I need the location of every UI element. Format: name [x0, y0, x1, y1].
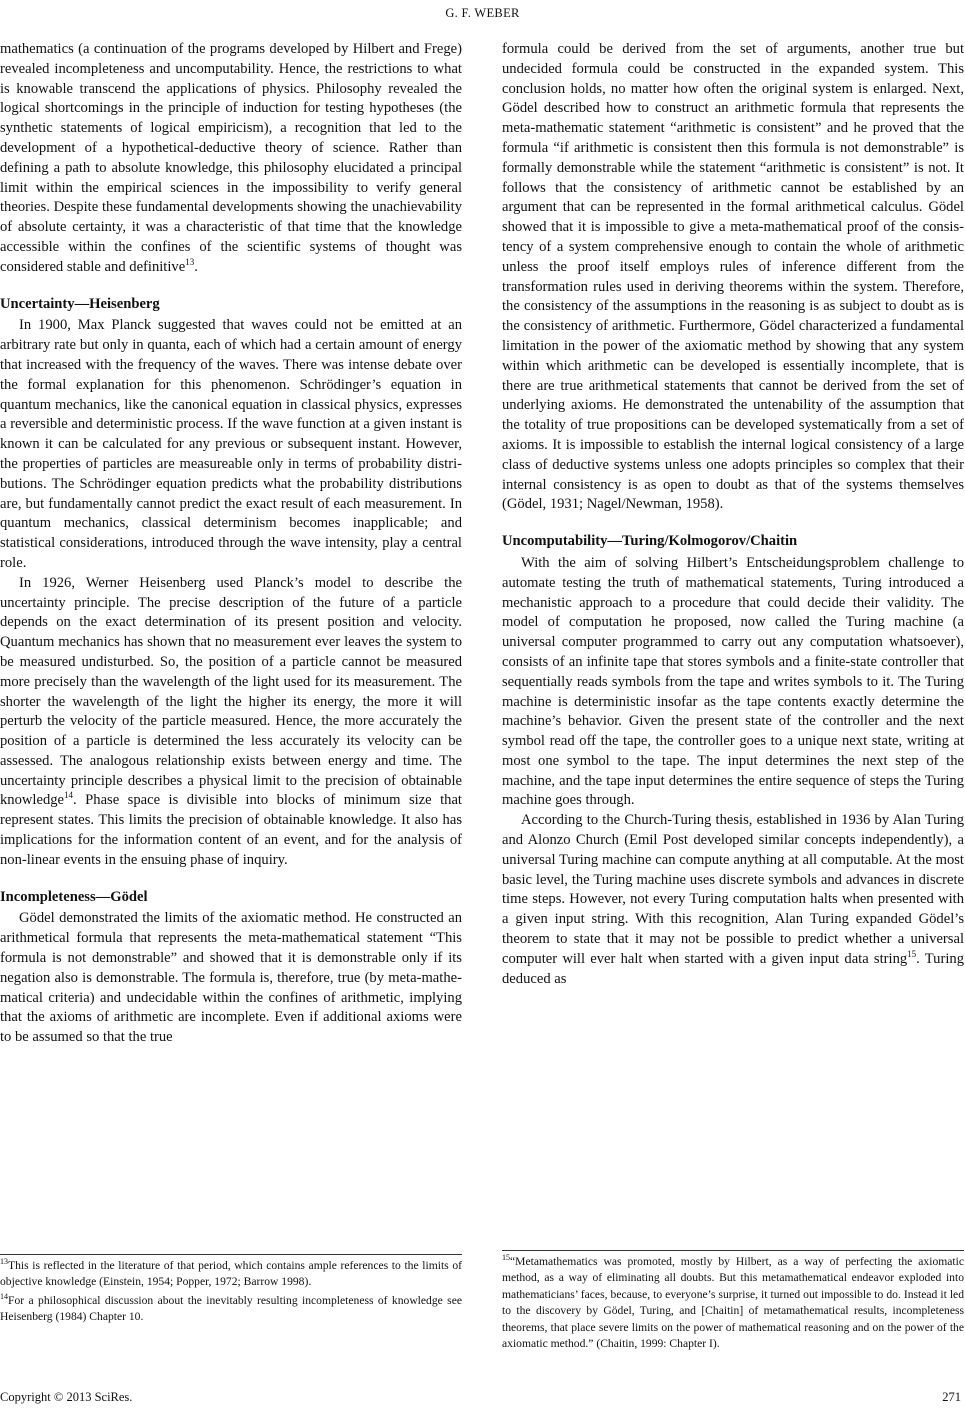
copyright-notice: Copyright © 2013 SciRes.: [0, 1390, 133, 1404]
footnote-number: 14: [0, 1291, 8, 1301]
uncertainty-text-a: In 1926, Werner Heisenberg used Planck’s model to describe the uncertainty principle. The precise description of the future of a particle depends on the exact determination of its present position and velocity. Quantum mechanics has shown that no measurement ever leaves the system to be measured undisturbed. So, the position of a particle cannot be measured more precisely than the wavelength of the light used for its measurement. The shorter the wavelength of the light the higher its energy, the more it will perturb the velocity of the particle measured. Hence, the more accurately the position of a particle is determined the less accurately its velocity can be assessed. The analogous relationship exists between energy and time. The uncertainty principle describes a physical limit to the precision of obtainable knowledge: [0, 574, 462, 809]
right-footnotes: [502, 1250, 964, 1354]
footnote-text: This is reflected in the literature of that period, which contains ample references to the limits of objective knowledge (Einstein, 1954; Popper, 1972; Barrow 1998).: [0, 1259, 462, 1289]
incompleteness-paragraph-1: Gödel demonstrated the limits of the axiomatic method. He constructed an arithmetical formula that represents the meta-mathematical statement “This formula is not demonstrable” and showed that it is demonstrable only if its negation also is demonstrable. The formula is, therefore, true (by meta-mathematical criteria) and undecidable within the confines of arithmetic, implying that the axioms of arithmetic are incomplete. Even if additional axioms were to be assumed so that the true: [0, 910, 462, 1046]
footnote-14: [0, 1293, 462, 1326]
intro-text: mathematics (a continuation of the programs developed by Hilbert and Frege) revealed incompleteness and uncomputability. Hence, the restrictions to what is knowable transcend the applications of physics. Philosophy revealed the logical shortcomings in the principle of induction for testing hypotheses (the synthetic statements of logical empiricism), a recognition that led to the development of a hypothetical-deductive theory of science. Rather than defining a path to absolute knowledge, this philosophy elucidated a principal limit within the empirical sciences in the impossibility to verify general theories. Despite these fundamental developments showing the unachievability of absolute certainty, it was a characteristic of that time that the knowledge accessible within the confines of the scientific systems of thought was considered stable and definitive: [0, 41, 462, 275]
section-heading-uncomputability: Uncomputability—Turing/Kolmogorov/Chaitin: [502, 533, 798, 550]
footnote-text: For a philosophical discussion about the inevitably resulting incompleteness of knowledge see Heisenberg (1984) Chapter 10.: [0, 1293, 462, 1324]
footnote-13: [0, 1258, 462, 1291]
page-number: 271: [942, 1390, 961, 1404]
footnote-15: [502, 1254, 964, 1352]
section-heading-incompleteness: Incompleteness—Gödel: [0, 888, 148, 905]
uncomputability-paragraph-2: [502, 811, 964, 989]
uncertainty-paragraph-2: [0, 574, 462, 871]
footnote-ref-15[interactable]: 15: [907, 949, 917, 959]
left-footnotes: [0, 1254, 462, 1328]
running-header: G. F. WEBER: [445, 6, 520, 20]
intro-paragraph: [0, 40, 462, 278]
uncomputability-text-a: According to the Church-Turing thesis, established in 1936 by Alan Turing and Alonzo Church (Emil Post developed similar concepts independently), a universal Turing machine can compute anything at all computable. At the most basic level, the Turing machine uses discrete symbols and advances in discrete time steps. However, not every Turing computation halts when presented with a given input string. With this recognition, Alan Turing expanded Gödel’s theorem to state that it may not be possible to predict whether a universal computer will ever halt when started with a given input data string: [502, 812, 964, 967]
footnote-text: “Metamathematics was promoted, mostly by Hilbert, as a way of perfecting the axiomatic method, as a way of eliminating all doubts. But this metamathematical endeavor exploded into mathematicians’ faces, because, to everyone’s surprise, it turned out impossible to do. Instead it led to the discovery by Gödel, Turing, and [Chaitin] of metamathematical results, incompleteness theorems, that place severe limits on the power of mathematical reasoning and on the power of the axiomatic method.” (Chaitin, 1999: Chapter I).: [502, 1255, 964, 1351]
footnote-ref-14[interactable]: 14: [64, 790, 74, 801]
uncertainty-paragraph-1: In 1900, Max Planck suggested that waves could not be emitted at an arbitrary rate but only in quanta, each of which had a certain amount of energy that increased with the frequency of the waves. There was intense debate over the formal explanation for this phenomenon. Schrödinger’s equation in quantum mechanics, like the canonical equation in classical physics, expresses a reversible and deterministic process. If the wave function at a given instant is known it can be calculated for any previous or subsequent instant. However, the properties of particles are measureable only in terms of probability distributions. The Schrödinger equation predicts what the probability distributions are, but fundamentally cannot predict the exact result of each measurement. In quantum mechanics, classical determinism becomes inapplicable; and statistical considerations, introduced through the wave intensity, play a central role.: [0, 317, 462, 571]
right-column: [502, 40, 964, 989]
footnote-ref-13[interactable]: 13: [185, 256, 195, 267]
uncertainty-text-b: . Phase space is divisible into blocks of minimum size that represent states. This limits the precision of obtainable knowledge. It also has implications for the information content of an event, and for the analysis of non-linear events in the ensuing phase of inquiry.: [0, 792, 462, 868]
uncomputability-paragraph-1: With the aim of solving Hilbert’s Entscheidungsproblem challenge to automate testing the truth of mathematical statements, Turing introduced a mechanistic approach to a procedure that could decide their validity. The model of computation he proposed, now called the Turing machine (a universal computer programmed to carry out any computation whatsoever), consists of an infinite tape that stores symbols and a finite-state controller that sequentially reads symbols from the tape and writes symbols to it. The Turing machine is deterministic insofar as the tape contents exactly determine the machine’s behavior. Given the present state of the controller and the next symbol read off the tape, the controller goes to a unique next state, writing at most one symbol to the tape. The input determines the next step of the machine, and the tape input determines the entire sequence of steps the Turing machine goes through.: [502, 554, 964, 809]
uncomputability-text-b: . Turing deduced as: [502, 950, 964, 987]
footnote-number: 13: [0, 1257, 8, 1267]
intro-end: .: [194, 258, 198, 275]
godel-continuation-paragraph: formula could be derived from the set of arguments, another true but undecided formula could be constructed in the expanded system. This conclusion holds, no matter how often the original system is enlarged. Next, Gödel described how to construct an arithmetic formula that represents the meta-mathematic statement “arithmetic is consistent” and he proved that the formula “if arithmetic is consistent then this formula is not demonstrable” is formally demonstrable while the statement “arithmetic is consistent” is not. It follows that the consistency of arithmetic cannot be established by an argument that can be represented in the formal arithmetical calculus. Gödel showed that it is impossible to give a meta-mathematical proof of the consistency of a system comprehensive enough to contain the whole of arithmetic unless the proof itself employs rules of inference different from the transformation rules used in deriving theorems within the system. Therefore, the consistency of the assumptions in the reasoning is as subject to doubt as is the consistency of arithmetic. Furthermore, Gödel characterized a fundamental limitation in the power of the axiomatic method by showing that any system within which arithmetic can be developed is essentially incomplete, that is there are true arithmetical statements that cannot be derived from the set of underlying axioms. He demonstrated the untenability of the assumption that the totality of true propositions can be developed systematically from a set of axioms. It is impossible to establish the internal logical consistency of a large class of deductive systems unless one adopts principles so complex that their internal consistency is as open to doubt as that of the systems themselves (Gödel, 1931; Nagel/Newman, 1958).: [502, 41, 964, 513]
left-column: [0, 40, 462, 1048]
footnote-number: 15: [502, 1253, 510, 1263]
section-heading-uncertainty: Uncertainty—Heisenberg: [0, 295, 160, 312]
